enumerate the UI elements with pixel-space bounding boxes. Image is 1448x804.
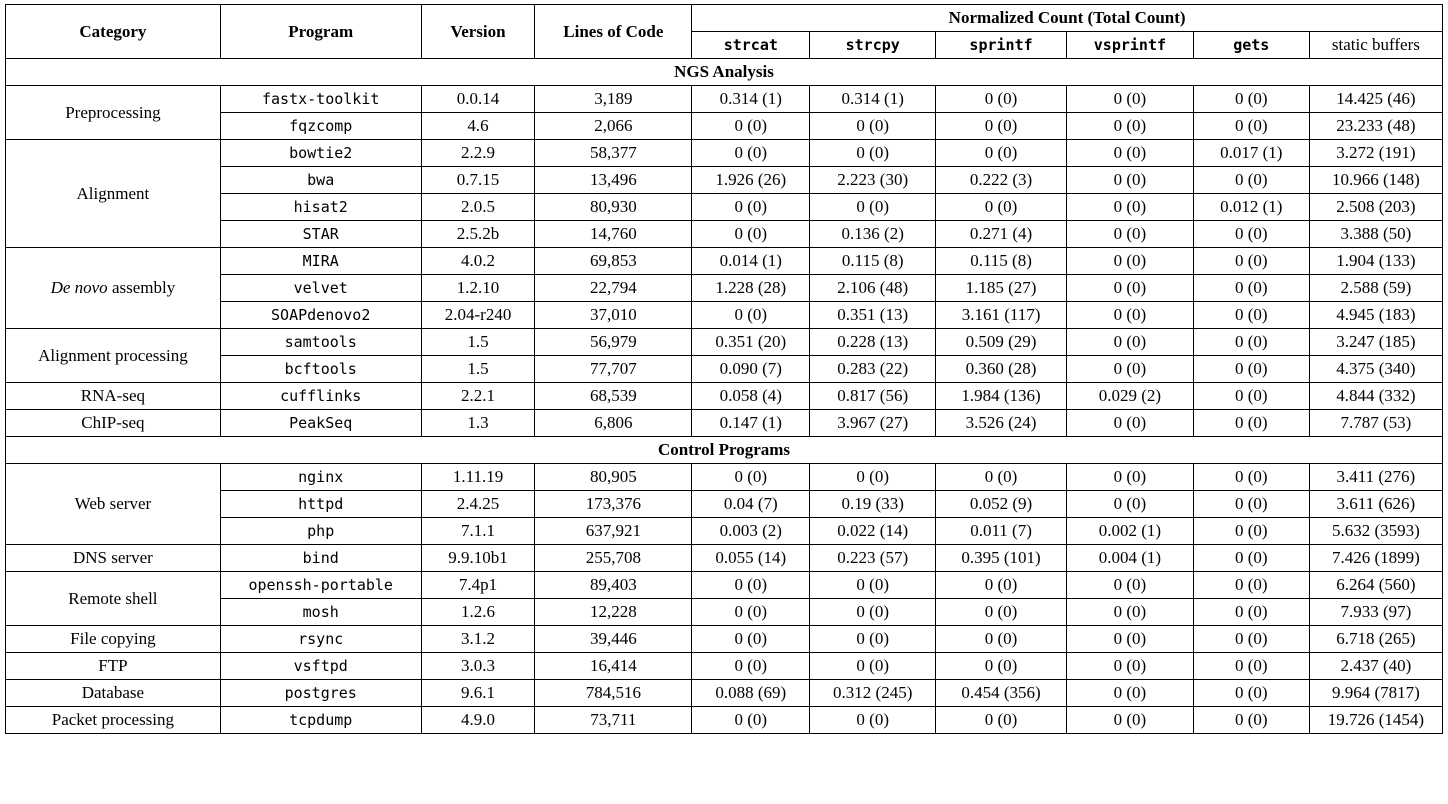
count-cell: 0 (0) — [1193, 572, 1309, 599]
version-cell: 2.5.2b — [421, 221, 535, 248]
loc-cell: 2,066 — [535, 113, 692, 140]
version-cell: 1.5 — [421, 329, 535, 356]
table-row — [6, 194, 1443, 221]
count-cell: 0 (0) — [810, 113, 936, 140]
count-cell: 1.185 (27) — [936, 275, 1067, 302]
count-cell: 0 (0) — [1193, 329, 1309, 356]
count-cell: 0 (0) — [936, 194, 1067, 221]
header-gets: gets — [1193, 32, 1309, 59]
count-cell: 0 (0) — [1193, 599, 1309, 626]
loc-cell: 784,516 — [535, 680, 692, 707]
header-program: Program — [220, 5, 421, 59]
header-normalized-count: Normalized Count (Total Count) — [692, 5, 1443, 32]
version-cell: 9.6.1 — [421, 680, 535, 707]
count-cell: 3.247 (185) — [1309, 329, 1442, 356]
category-cell — [6, 86, 221, 140]
count-cell: 0 (0) — [936, 464, 1067, 491]
table-container — [5, 4, 1443, 734]
loc-cell: 77,707 — [535, 356, 692, 383]
count-cell: 0.055 (14) — [692, 545, 810, 572]
header-strcpy: strcpy — [810, 32, 936, 59]
count-cell: 0 (0) — [1193, 302, 1309, 329]
count-cell: 0 (0) — [1193, 248, 1309, 275]
version-cell: 2.2.9 — [421, 140, 535, 167]
program-cell: httpd — [220, 491, 421, 518]
table-row — [6, 464, 1443, 491]
count-cell: 0 (0) — [1193, 275, 1309, 302]
category-cell — [6, 383, 221, 410]
category-label: Alignment processing — [38, 345, 188, 365]
count-cell: 0 (0) — [1193, 86, 1309, 113]
category-label: File copying — [70, 629, 156, 648]
count-cell: 0 (0) — [692, 113, 810, 140]
count-cell: 4.945 (183) — [1309, 302, 1442, 329]
count-cell: 1.984 (136) — [936, 383, 1067, 410]
count-cell: 0 (0) — [1067, 275, 1194, 302]
count-cell: 0 (0) — [1067, 356, 1194, 383]
loc-cell: 80,905 — [535, 464, 692, 491]
category-label: DNS server — [73, 548, 153, 567]
loc-cell: 80,930 — [535, 194, 692, 221]
program-cell: bwa — [220, 167, 421, 194]
table-row — [6, 545, 1443, 572]
category-label: FTP — [98, 656, 128, 675]
loc-cell: 89,403 — [535, 572, 692, 599]
program-cell: nginx — [220, 464, 421, 491]
count-cell: 0 (0) — [1193, 464, 1309, 491]
category-label: Web server — [74, 494, 152, 513]
category-label: RNA-seq — [80, 386, 145, 405]
table-row — [6, 626, 1443, 653]
category-cell — [6, 464, 221, 545]
count-cell: 3.967 (27) — [810, 410, 936, 437]
count-cell: 0 (0) — [1067, 464, 1194, 491]
program-cell: php — [220, 518, 421, 545]
program-cell: postgres — [220, 680, 421, 707]
count-cell: 0.022 (14) — [810, 518, 936, 545]
count-cell: 0.012 (1) — [1193, 194, 1309, 221]
count-cell: 0 (0) — [1067, 248, 1194, 275]
table-body — [6, 59, 1443, 734]
count-cell: 0.454 (356) — [936, 680, 1067, 707]
loc-cell: 173,376 — [535, 491, 692, 518]
count-cell: 1.926 (26) — [692, 167, 810, 194]
count-cell: 3.272 (191) — [1309, 140, 1442, 167]
count-cell: 0 (0) — [1193, 356, 1309, 383]
count-cell: 0.223 (57) — [810, 545, 936, 572]
count-cell: 0 (0) — [692, 599, 810, 626]
count-cell: 0 (0) — [936, 140, 1067, 167]
count-cell: 0.090 (7) — [692, 356, 810, 383]
section-row — [6, 59, 1443, 86]
count-cell: 0 (0) — [810, 653, 936, 680]
loc-cell: 14,760 — [535, 221, 692, 248]
program-cell: STAR — [220, 221, 421, 248]
loc-cell: 637,921 — [535, 518, 692, 545]
count-cell: 6.264 (560) — [1309, 572, 1442, 599]
program-cell: MIRA — [220, 248, 421, 275]
program-cell: cufflinks — [220, 383, 421, 410]
count-cell: 14.425 (46) — [1309, 86, 1442, 113]
loc-cell: 68,539 — [535, 383, 692, 410]
count-cell: 2.106 (48) — [810, 275, 936, 302]
version-cell: 4.9.0 — [421, 707, 535, 734]
count-cell: 4.375 (340) — [1309, 356, 1442, 383]
count-cell: 0.115 (8) — [810, 248, 936, 275]
count-cell: 0 (0) — [692, 653, 810, 680]
header-version: Version — [421, 5, 535, 59]
category-label: assembly — [107, 278, 176, 297]
count-cell: 0 (0) — [1067, 653, 1194, 680]
count-cell: 7.933 (97) — [1309, 599, 1442, 626]
count-cell: 3.526 (24) — [936, 410, 1067, 437]
count-cell: 0 (0) — [810, 140, 936, 167]
category-label: ChIP-seq — [81, 413, 145, 432]
loc-cell: 255,708 — [535, 545, 692, 572]
table-row — [6, 221, 1443, 248]
count-cell: 7.787 (53) — [1309, 410, 1442, 437]
count-cell: 0.395 (101) — [936, 545, 1067, 572]
table-row — [6, 329, 1443, 356]
version-cell: 3.1.2 — [421, 626, 535, 653]
program-cell: fqzcomp — [220, 113, 421, 140]
count-cell: 6.718 (265) — [1309, 626, 1442, 653]
loc-cell: 16,414 — [535, 653, 692, 680]
count-cell: 0.314 (1) — [692, 86, 810, 113]
count-cell: 0 (0) — [1193, 410, 1309, 437]
version-cell: 2.4.25 — [421, 491, 535, 518]
loc-cell: 39,446 — [535, 626, 692, 653]
table-row — [6, 653, 1443, 680]
count-cell: 0 (0) — [936, 653, 1067, 680]
version-cell: 0.0.14 — [421, 86, 535, 113]
header-loc: Lines of Code — [535, 5, 692, 59]
version-cell: 1.3 — [421, 410, 535, 437]
count-cell: 0.002 (1) — [1067, 518, 1194, 545]
table-row — [6, 491, 1443, 518]
category-label: Database — [81, 683, 145, 702]
table-row — [6, 113, 1443, 140]
count-cell: 0.136 (2) — [810, 221, 936, 248]
count-cell: 0 (0) — [810, 707, 936, 734]
program-cell: bcftools — [220, 356, 421, 383]
table-row — [6, 518, 1443, 545]
category-cell — [6, 140, 221, 248]
version-cell: 4.6 — [421, 113, 535, 140]
program-cell: vsftpd — [220, 653, 421, 680]
count-cell: 0 (0) — [810, 464, 936, 491]
count-cell: 0.351 (20) — [692, 329, 810, 356]
count-cell: 0.351 (13) — [810, 302, 936, 329]
count-cell: 0 (0) — [936, 707, 1067, 734]
loc-cell: 37,010 — [535, 302, 692, 329]
count-cell: 0 (0) — [936, 599, 1067, 626]
count-cell: 10.966 (148) — [1309, 167, 1442, 194]
version-cell: 1.5 — [421, 356, 535, 383]
count-cell: 9.964 (7817) — [1309, 680, 1442, 707]
count-cell: 0 (0) — [1193, 626, 1309, 653]
category-label: Alignment — [76, 183, 150, 203]
version-cell: 3.0.3 — [421, 653, 535, 680]
count-cell: 23.233 (48) — [1309, 113, 1442, 140]
count-cell: 0 (0) — [810, 626, 936, 653]
program-cell: mosh — [220, 599, 421, 626]
count-cell: 0.271 (4) — [936, 221, 1067, 248]
section-title: NGS Analysis — [6, 59, 1443, 86]
count-cell: 2.588 (59) — [1309, 275, 1442, 302]
count-cell: 0 (0) — [1067, 491, 1194, 518]
count-cell: 0 (0) — [810, 194, 936, 221]
count-cell: 0 (0) — [692, 464, 810, 491]
loc-cell: 56,979 — [535, 329, 692, 356]
header-static-buffers: static buffers — [1309, 32, 1442, 59]
table-row — [6, 599, 1443, 626]
count-cell: 0.029 (2) — [1067, 383, 1194, 410]
program-cell: tcpdump — [220, 707, 421, 734]
loc-cell: 13,496 — [535, 167, 692, 194]
count-cell: 0 (0) — [1067, 140, 1194, 167]
count-cell: 0.222 (3) — [936, 167, 1067, 194]
count-cell: 0 (0) — [1067, 86, 1194, 113]
count-cell: 0.360 (28) — [936, 356, 1067, 383]
category-label: Preprocessing — [65, 102, 161, 122]
loc-cell: 22,794 — [535, 275, 692, 302]
program-cell: velvet — [220, 275, 421, 302]
count-cell: 0 (0) — [1193, 545, 1309, 572]
version-cell: 1.2.10 — [421, 275, 535, 302]
table-row — [6, 167, 1443, 194]
count-cell: 0.147 (1) — [692, 410, 810, 437]
count-cell: 0 (0) — [1067, 707, 1194, 734]
section-row — [6, 437, 1443, 464]
category-cell — [6, 248, 221, 329]
count-cell: 0 (0) — [810, 599, 936, 626]
count-cell: 0 (0) — [936, 572, 1067, 599]
count-cell: 0 (0) — [1067, 410, 1194, 437]
count-cell: 0 (0) — [692, 626, 810, 653]
count-cell: 2.223 (30) — [810, 167, 936, 194]
version-cell: 2.2.1 — [421, 383, 535, 410]
results-table — [5, 4, 1443, 734]
loc-cell: 6,806 — [535, 410, 692, 437]
program-cell: openssh-portable — [220, 572, 421, 599]
loc-cell: 3,189 — [535, 86, 692, 113]
count-cell: 0 (0) — [1067, 302, 1194, 329]
category-cell — [6, 707, 221, 734]
count-cell: 0 (0) — [1193, 221, 1309, 248]
count-cell: 2.437 (40) — [1309, 653, 1442, 680]
count-cell: 0 (0) — [692, 302, 810, 329]
count-cell: 0.011 (7) — [936, 518, 1067, 545]
count-cell: 0.017 (1) — [1193, 140, 1309, 167]
category-cell — [6, 329, 221, 383]
count-cell: 0.283 (22) — [810, 356, 936, 383]
category-cell — [6, 680, 221, 707]
table-row — [6, 86, 1443, 113]
count-cell: 0 (0) — [1193, 653, 1309, 680]
count-cell: 0 (0) — [692, 140, 810, 167]
count-cell: 0 (0) — [1067, 626, 1194, 653]
loc-cell: 58,377 — [535, 140, 692, 167]
count-cell: 0 (0) — [936, 626, 1067, 653]
count-cell: 0 (0) — [692, 221, 810, 248]
program-cell: SOAPdenovo2 — [220, 302, 421, 329]
category-cell — [6, 572, 221, 626]
program-cell: PeakSeq — [220, 410, 421, 437]
table-row — [6, 356, 1443, 383]
table-row — [6, 140, 1443, 167]
count-cell: 0.052 (9) — [936, 491, 1067, 518]
count-cell: 0 (0) — [1193, 491, 1309, 518]
header-strcat: strcat — [692, 32, 810, 59]
header-vsprintf: vsprintf — [1067, 32, 1194, 59]
category-cell — [6, 410, 221, 437]
program-cell: samtools — [220, 329, 421, 356]
count-cell: 3.388 (50) — [1309, 221, 1442, 248]
count-cell: 0.314 (1) — [810, 86, 936, 113]
count-cell: 3.161 (117) — [936, 302, 1067, 329]
version-cell: 1.2.6 — [421, 599, 535, 626]
program-cell: fastx-toolkit — [220, 86, 421, 113]
version-cell: 7.4p1 — [421, 572, 535, 599]
count-cell: 0.312 (245) — [810, 680, 936, 707]
version-cell: 7.1.1 — [421, 518, 535, 545]
count-cell: 1.228 (28) — [692, 275, 810, 302]
count-cell: 0 (0) — [1067, 221, 1194, 248]
version-cell: 2.0.5 — [421, 194, 535, 221]
count-cell: 0.088 (69) — [692, 680, 810, 707]
program-cell: rsync — [220, 626, 421, 653]
table-row — [6, 410, 1443, 437]
category-cell — [6, 626, 221, 653]
loc-cell: 73,711 — [535, 707, 692, 734]
count-cell: 0 (0) — [1193, 383, 1309, 410]
loc-cell: 69,853 — [535, 248, 692, 275]
count-cell: 0 (0) — [1193, 707, 1309, 734]
count-cell: 0 (0) — [936, 86, 1067, 113]
table-row — [6, 383, 1443, 410]
count-cell: 0.004 (1) — [1067, 545, 1194, 572]
count-cell: 0 (0) — [1067, 572, 1194, 599]
table-row — [6, 302, 1443, 329]
count-cell: 0 (0) — [1067, 680, 1194, 707]
section-title: Control Programs — [6, 437, 1443, 464]
category-label: Remote shell — [68, 588, 158, 608]
version-cell: 4.0.2 — [421, 248, 535, 275]
count-cell: 4.844 (332) — [1309, 383, 1442, 410]
header-category: Category — [6, 5, 221, 59]
count-cell: 0.014 (1) — [692, 248, 810, 275]
header-sprintf: sprintf — [936, 32, 1067, 59]
version-cell: 9.9.10b1 — [421, 545, 535, 572]
count-cell: 2.508 (203) — [1309, 194, 1442, 221]
count-cell: 0.509 (29) — [936, 329, 1067, 356]
count-cell: 5.632 (3593) — [1309, 518, 1442, 545]
count-cell: 0.058 (4) — [692, 383, 810, 410]
count-cell: 0 (0) — [692, 194, 810, 221]
count-cell: 0.04 (7) — [692, 491, 810, 518]
count-cell: 7.426 (1899) — [1309, 545, 1442, 572]
count-cell: 0 (0) — [1067, 113, 1194, 140]
program-cell: bind — [220, 545, 421, 572]
count-cell: 0.817 (56) — [810, 383, 936, 410]
table-row — [6, 248, 1443, 275]
version-cell: 2.04-r240 — [421, 302, 535, 329]
count-cell: 0.19 (33) — [810, 491, 936, 518]
program-cell: hisat2 — [220, 194, 421, 221]
count-cell: 0.228 (13) — [810, 329, 936, 356]
count-cell: 0 (0) — [692, 572, 810, 599]
category-cell — [6, 653, 221, 680]
count-cell: 0 (0) — [810, 572, 936, 599]
category-cell — [6, 545, 221, 572]
loc-cell: 12,228 — [535, 599, 692, 626]
version-cell: 1.11.19 — [421, 464, 535, 491]
count-cell: 0 (0) — [1193, 167, 1309, 194]
count-cell: 0 (0) — [1067, 194, 1194, 221]
table-row — [6, 572, 1443, 599]
count-cell: 0 (0) — [1193, 113, 1309, 140]
count-cell: 0.003 (2) — [692, 518, 810, 545]
version-cell: 0.7.15 — [421, 167, 535, 194]
count-cell: 0.115 (8) — [936, 248, 1067, 275]
program-cell: bowtie2 — [220, 140, 421, 167]
count-cell: 0 (0) — [1193, 518, 1309, 545]
count-cell: 19.726 (1454) — [1309, 707, 1442, 734]
table-row — [6, 707, 1443, 734]
count-cell: 0 (0) — [1067, 329, 1194, 356]
category-label: Packet processing — [51, 710, 175, 729]
count-cell: 3.411 (276) — [1309, 464, 1442, 491]
count-cell: 0 (0) — [1193, 680, 1309, 707]
table-row — [6, 275, 1443, 302]
count-cell: 0 (0) — [1067, 599, 1194, 626]
count-cell: 3.611 (626) — [1309, 491, 1442, 518]
count-cell: 0 (0) — [692, 707, 810, 734]
category-italic: De novo — [50, 278, 108, 297]
count-cell: 0 (0) — [1067, 167, 1194, 194]
table-row — [6, 680, 1443, 707]
count-cell: 1.904 (133) — [1309, 248, 1442, 275]
count-cell: 0 (0) — [936, 113, 1067, 140]
